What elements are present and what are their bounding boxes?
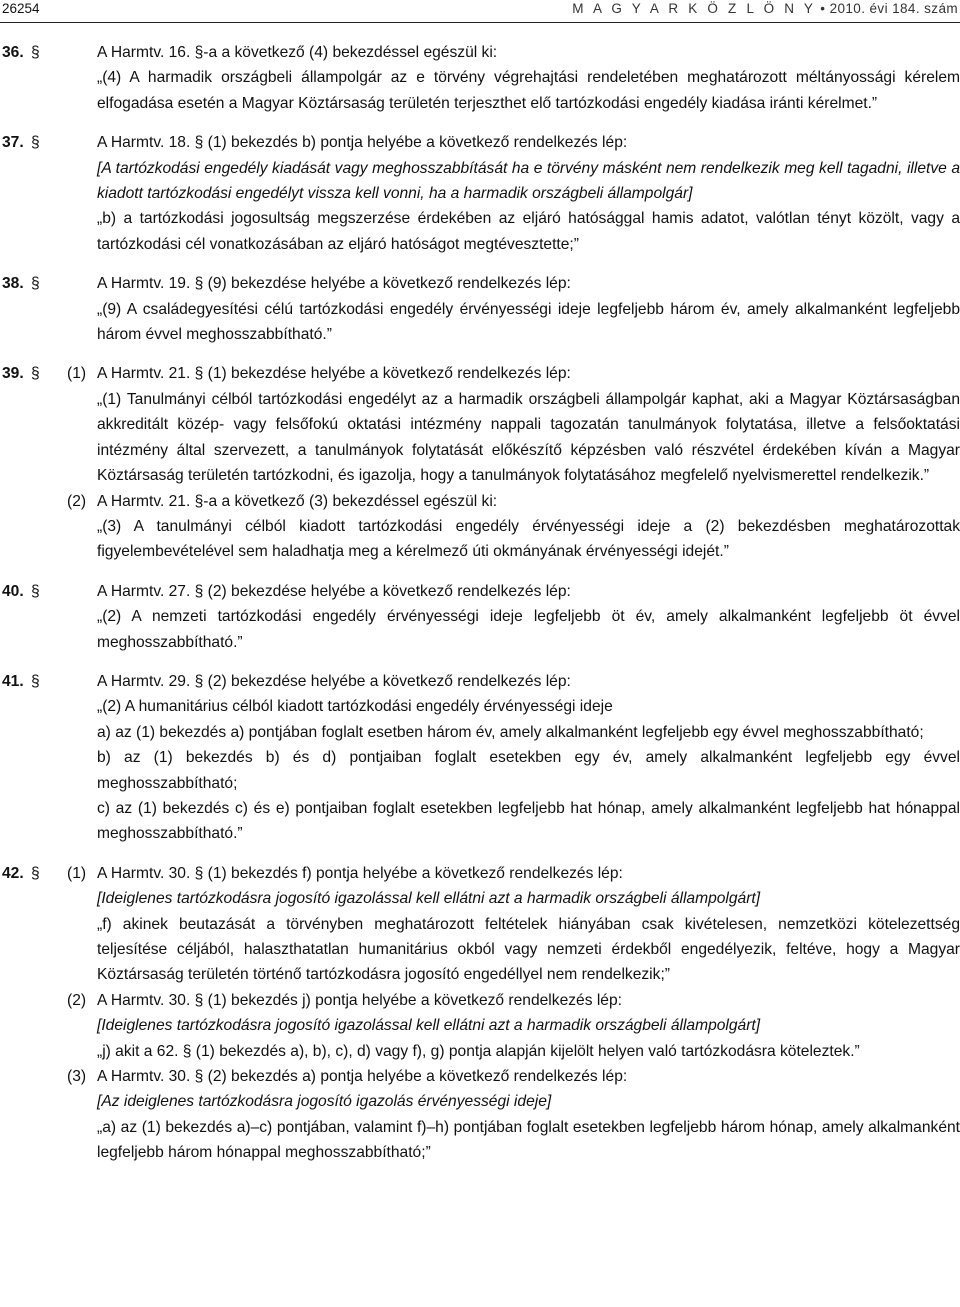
subsection-number: (1) <box>67 365 87 383</box>
subsection-heading <box>0 489 960 514</box>
section-heading <box>0 271 960 296</box>
section-number: 40. <box>2 582 24 600</box>
amendment-text: „(2) A humanitárius célból kiadott tartózkodási engedély érvényességi ideje <box>97 698 613 716</box>
subsection-number: (2) <box>67 492 87 510</box>
context-italic: [Az ideiglenes tartózkodásra jogosító igazolás érvényességi ideje] <box>97 1093 552 1111</box>
amendment-intro: A Harmtv. 16. §-a a következő (4) bekezdéssel egészül ki: <box>97 44 498 61</box>
amendment-text: „a) az (1) bekezdés a)–c) pontjában, valamint f)–h) pontjában foglalt esetekben legfeljebb három hónap, amely alkalmanként legfeljebb három hónappal meghosszabbítható;” <box>97 1118 960 1162</box>
section-heading <box>0 130 960 155</box>
section-41 <box>0 669 960 847</box>
amendment-intro: A Harmtv. 19. § (9) bekezdése helyébe a következő rendelkezés lép: <box>97 275 571 293</box>
section-heading <box>0 361 960 386</box>
section-number: 42. <box>2 864 24 882</box>
subsection-number: (2) <box>67 991 87 1009</box>
section-38 <box>0 271 960 347</box>
amendment-text: „(3) A tanulmányi célból kiadott tartózkodási engedély érvényességi ideje a (2) bekezdésben meghatározottak figyelembevételével sem haladhatja meg a kérelmező úti okmányának érvényességi idejét.” <box>97 517 960 561</box>
section-42 <box>0 861 960 1166</box>
header-rule <box>0 22 960 23</box>
document-body <box>0 40 960 1180</box>
amendment-intro: A Harmtv. 30. § (2) bekezdés a) pontja helyébe a következő rendelkezés lép: <box>97 1068 628 1086</box>
section-39 <box>0 361 960 564</box>
amendment-text: „(2) A nemzeti tartózkodási engedély érvényességi ideje legfeljebb öt év, amely alkalmanként legfeljebb öt évvel meghosszabbítható.” <box>97 608 960 651</box>
section-heading <box>0 40 960 65</box>
paragraph-sign: § <box>31 44 40 61</box>
subsection-heading <box>0 1064 960 1089</box>
section-number: 36. <box>2 44 24 61</box>
section-heading <box>0 669 960 694</box>
amendment-intro: A Harmtv. 29. § (2) bekezdése helyébe a következő rendelkezés lép: <box>97 672 571 690</box>
section-number: 38. <box>2 275 24 293</box>
page-number: 26254 <box>2 1 40 16</box>
point-c: c) az (1) bekezdés c) és e) pontjaiban foglalt esetekben legfeljebb hat hónap, amely alkalmanként legfeljebb hat hónappal meghosszabbítható.” <box>97 799 960 843</box>
amendment-text: „f) akinek beutazását a törvényben meghatározott feltételek hiányában csak kivételesen, nemzetközi kötelezettség teljesítése céljából, halaszthatatlan humanitárius okból vagy nemzeti érdekből engedélyezik, feltéve, hogy a Magyar Köztársaság területén történő tartózkodásra jogosító engedéllyel nem rendelkezik;” <box>97 915 960 984</box>
section-36 <box>0 40 960 116</box>
paragraph-sign: § <box>31 134 40 152</box>
context-italic: [Ideiglenes tartózkodásra jogosító igazolással kell ellátni azt a harmadik országbeli állampolgárt] <box>97 1017 761 1035</box>
context-italic: [A tartózkodási engedély kiadását vagy meghosszabbítását ha e törvény másként nem rendelkezik meg kell tagadni, illetve a kiadott tartózkodási engedélyt vissza kell vonni, ha a harmadik országbeli állampolgár] <box>97 159 960 203</box>
context-italic: [Ideiglenes tartózkodásra jogosító igazolással kell ellátni azt a harmadik országbeli állampolgárt] <box>97 890 761 908</box>
paragraph-sign: § <box>31 275 40 293</box>
amendment-text: „(9) A családegyesítési célú tartózkodási engedély érvényességi ideje legfeljebb három év, amely alkalmanként legfeljebb három évvel meghosszabbítható.” <box>97 300 960 344</box>
amendment-intro: A Harmtv. 30. § (1) bekezdés j) pontja helyébe a következő rendelkezés lép: <box>97 991 622 1009</box>
section-number: 39. <box>2 365 24 383</box>
bullet-separator: • <box>820 1 826 16</box>
amendment-text: „b) a tartózkodási jogosultság megszerzése érdekében az eljáró hatósággal hamis adatot, valótlan tényt közölt, vagy a tartózkodási cél vonatkozásában az eljáró hatóságot megtévesztette;” <box>97 210 960 253</box>
amendment-text: „(1) Tanulmányi célból tartózkodási engedélyt az a harmadik országbeli állampolgár kaphat, aki a Magyar Köztársaságban akkreditált közép- vagy felsőfokú oktatási intézmény nappali tagozatán tanulmányok folytatása, illetve a felsőoktatási intézmény által szervezett, a tanulmányok folytatását előkészítő képzésben való részvétel érdekében kíván a Magyar Köztársaság területén tartózkodni, és igazolja, hogy a tanulmányok folytatásához megfelelő nyelvismerettel rendelkezik.” <box>97 390 960 485</box>
amendment-intro: A Harmtv. 21. §-a a következő (3) bekezdéssel egészül ki: <box>97 492 498 510</box>
section-heading <box>0 861 960 886</box>
section-heading <box>0 579 960 604</box>
paragraph-sign: § <box>31 365 40 383</box>
point-b: b) az (1) bekezdés b) és d) pontjaiban foglalt esetekben egy év, amely alkalmanként legfeljebb egy évvel meghosszabbítható; <box>97 749 960 792</box>
journal-masthead <box>572 0 958 18</box>
section-number: 37. <box>2 134 24 152</box>
amendment-text: „(4) A harmadik országbeli állampolgár az e törvény végrehajtási rendeletében meghatározott méltányossági kérelem elfogadása esetén a Magyar Köztársaság területén terjeszthet elő tartózkodási engedély kiadása iránti kérelmet.” <box>97 69 960 112</box>
amendment-intro: A Harmtv. 27. § (2) bekezdése helyébe a következő rendelkezés lép: <box>97 582 571 600</box>
section-number: 41. <box>2 672 24 690</box>
section-37 <box>0 130 960 257</box>
paragraph-sign: § <box>31 672 40 690</box>
amendment-intro: A Harmtv. 21. § (1) bekezdése helyébe a következő rendelkezés lép: <box>97 365 571 383</box>
subsection-number: (1) <box>67 864 87 882</box>
amendment-text: „j) akit a 62. § (1) bekezdés a), b), c), d) vagy f), g) pontja alapján kijelölt helyen való tartózkodásra köteleztek.” <box>97 1042 860 1060</box>
subsection-heading <box>0 988 960 1013</box>
paragraph-sign: § <box>31 864 40 882</box>
amendment-intro: A Harmtv. 30. § (1) bekezdés f) pontja helyébe a következő rendelkezés lép: <box>97 864 623 882</box>
section-40 <box>0 579 960 655</box>
amendment-intro: A Harmtv. 18. § (1) bekezdés b) pontja helyébe a következő rendelkezés lép: <box>97 134 628 152</box>
journal-title: M A G Y A R K Ö Z L Ö N Y <box>572 1 817 16</box>
point-a: a) az (1) bekezdés a) pontjában foglalt esetben három év, amely alkalmanként legfeljebb egy évvel meghosszabbítható; <box>97 723 924 741</box>
page-header <box>0 0 960 22</box>
issue-number: 2010. évi 184. szám <box>829 1 958 16</box>
paragraph-sign: § <box>31 582 40 600</box>
subsection-number: (3) <box>67 1068 87 1086</box>
